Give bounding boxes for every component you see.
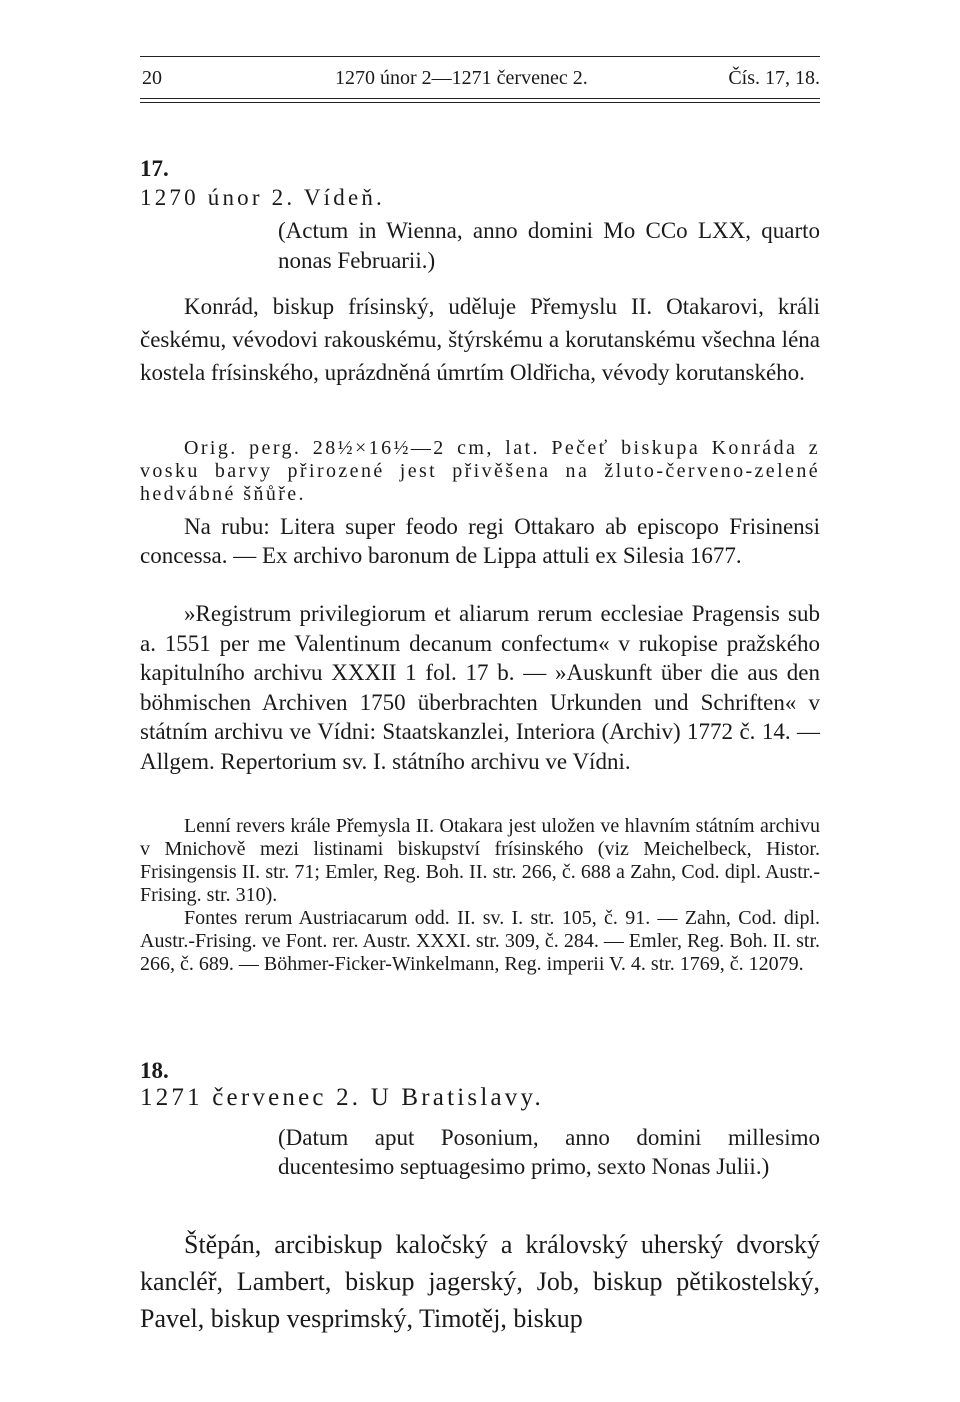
header-bottom-rule-double <box>140 102 820 103</box>
entry-17-date-place <box>140 182 820 213</box>
entry-18-summary: Štěpán, arcibiskup kaločský a královský uherský dvorský kancléř, Lambert, biskup jagerský, Job, biskup pětikostelský, Pavel, biskup vesprimský, Timotěj, biskup <box>140 1230 820 1333</box>
entry-17-number: 17. <box>140 156 169 181</box>
entry-17-dorsal-note: Na rubu: Litera super feodo regi Ottakaro ab episcopo Frisinensi concessa. — Ex archivo baronum de Lippa attuli ex Silesia 1677. <box>140 514 820 568</box>
entry-18-date-place <box>140 1082 820 1113</box>
entry-17-note-2: Fontes rerum Austriacarum odd. II. sv. I. str. 105, č. 91. — Zahn, Cod. dipl. Austr.-Frising. ve Font. rer. Austr. XXXI. str. 309, č. 284. — Emler, Reg. Boh. II. str. 266, č. 689. — Böhmer-Ficker-Winkelmann, Reg. imperii V. 4. str. 1769, č. 12079. <box>140 907 820 975</box>
entry-18-latin-dating: (Datum aput Posonium, anno domini millesimo ducentesimo septuagesimo primo, sexto Nonas Julii.) <box>278 1125 820 1179</box>
page-number: 20 <box>142 67 162 89</box>
entry-17-latin-dating: (Actum in Wienna, anno domini Mo CCo LXX, quarto nonas Februarii.) <box>278 218 820 273</box>
entry-17-note-1: Lenní revers krále Přemysla II. Otakara jest uložen ve hlavním státním archivu v Mnichově mezi listinami biskupství frísinského (viz Meichelbeck, Histor. Frisingensis II. str. 71; Emler, Reg. Boh. II. str. 266, č. 688 a Zahn, Cod. dipl. Austr.-Frising. str. 310). <box>140 815 820 906</box>
entry-17-date-place-text: 1270 únor 2. Vídeň. <box>140 185 386 210</box>
running-header <box>140 50 820 106</box>
header-top-rule <box>140 56 820 57</box>
header-bottom-rule <box>140 98 820 99</box>
entry-17-summary: Konrád, biskup frísinský, uděluje Přemyslu II. Otakarovi, králi českému, vévodovi rakouskému, štýrskému a korutanskému všechna léna kostela frísinského, uprázdněná úmrtím Oldřicha, vévody korutanského. <box>140 294 820 385</box>
header-date-range: 1270 únor 2—1271 červenec 2. <box>335 67 588 89</box>
entry-17-description: Orig. perg. 28½×16½—2 cm, lat. Pečeť biskupa Konráda z vosku barvy přirozené jest přivěšena na žluto-červeno-zelené hedvábné šňůře. <box>140 437 820 505</box>
entry-18-number: 18. <box>140 1058 169 1083</box>
header-entry-numbers: Čís. 17, 18. <box>728 67 820 89</box>
entry-18-date-place-text: 1271 červenec 2. U Bratislavy. <box>140 1084 544 1111</box>
entry-17-registers: »Registrum privilegiorum et aliarum rerum ecclesiae Pragensis sub a. 1551 per me Valentinum decanum confectum« v rukopise pražského kapitulního archivu XXXII 1 fol. 17 b. — »Auskunft über die aus den böhmischen Archiven 1750 überbrachten Urkunden und Schriften« v státním archivu ve Vídni: Staatskanzlei, Interiora (Archiv) 1772 č. 14. — Allgem. Repertorium sv. I. státního archivu ve Vídni. <box>140 601 820 774</box>
